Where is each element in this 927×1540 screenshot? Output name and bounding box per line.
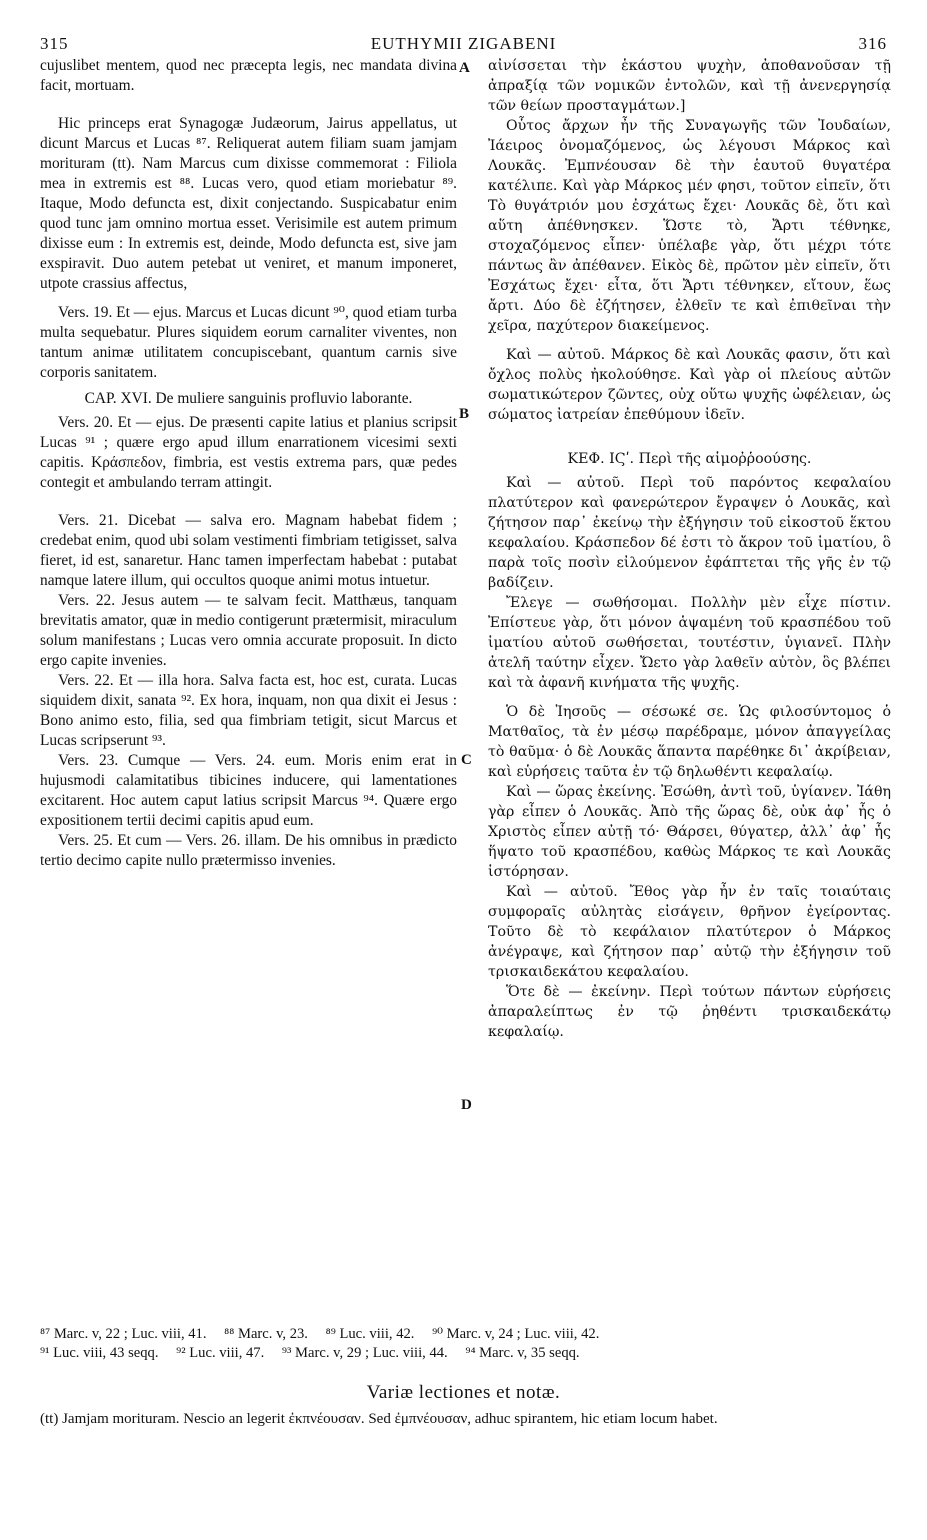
latin-paragraph: cujuslibet mentem, quod nec præcepta legis, nec mandata divina facit, mortuam. bbox=[40, 57, 457, 94]
greek-paragraph: Καὶ — ὥρας ἐκείνης. Ἐσώθη, ἀντὶ τοῦ, ὑγίανεν. Ἰάθη γὰρ εἶπεν ὁ Λουκᾶς. Ἀπὸ τῆς ὥρας δὲ, οὐκ ἀφ᾽ ἧς ὁ Χριστὸς εἶπεν αὐτῇ τό· Θάρσει, θύγατερ, ἀλλ᾽ ἀφ᾽ ἧς ἥψατο τοῦ κρασπέδου, καθὼς Μάρκος τε καὶ Λουκᾶς ἱστόρησαν. bbox=[488, 784, 891, 880]
greek-paragraph: Ὅτε δὲ — ἐκείνην. Περὶ τούτων πάντων εὑρήσεις ἀπαραλείπτως ἐν τῷ ῥηθέντι τρισκαιδεκάτῳ κεφαλαίῳ. bbox=[488, 984, 891, 1040]
footnote: ⁹⁰ Marc. v, 24 ; Luc. viii, 42. bbox=[432, 1326, 600, 1342]
footnotes bbox=[40, 1325, 891, 1363]
page-title: EUTHYMII ZIGABENI bbox=[370, 34, 557, 53]
footnote-line bbox=[40, 1344, 891, 1363]
latin-column bbox=[40, 56, 457, 871]
greek-paragraph: Οὗτος ἄρχων ἦν τῆς Συναγωγῆς τῶν Ἰουδαίων, Ἰάειρος ὀνομαζόμενος, ὡς λέγουσι Μάρκος καὶ Λουκᾶς. Ἐμπνέουσαν δὲ τὴν ἑαυτοῦ θυγατέρα κατέλιπε. Καὶ γὰρ Μάρκος μέν φησι, τοῦτον εἰπεῖν, ὅτι Τὸ θυγάτριόν μου ἐσχάτως ἔχει· Λουκᾶς δὲ, ὅτι καὶ αὕτη ἀπέθνησκεν. Ὥστε τὸ, Ἄρτι τέθνηκε, στοχαζόμενος εἶπεν· ὑπέλαβε γὰρ, ὅτι μέχρι τότε πάντως ἂν ἀπέθανεν. Εἰκὸς δὲ, πρῶτον μὲν εἰπεῖν, ὅτι Ἐσχάτως ἔχει· εἶτα, ὅτι Ἄρτι τέθνηκεν, εἴτουν, ἕως ἄρτι. Δύο δὲ ἐζήτησεν, ἐλθεῖν τε καὶ ἐπιθεῖναι τὴν χεῖρα, παχύτερον διακείμενος. bbox=[488, 118, 891, 334]
greek-paragraph: Καὶ — αὐτοῦ. Ἔθος γὰρ ἦν ἐν ταῖς τοιαύταις συμφοραῖς αὐλητὰς εἰσάγειν, θρῆνον ἐγείροντας. Τοῦτο δὲ τὸ κεφάλαιον πλατύτερον ὁ Μάρκος ἀνέγραψε, καὶ ζήτησον παρ᾽ αὐτῷ τὴν ἐξήγησιν τοῦ τρισκαιδεκάτου κεφαλαίου. bbox=[488, 884, 891, 980]
variae-lectiones-text: (tt) Jamjam morituram. Nescio an legerit ἐκπνέουσαν. Sed ἐμπνέουσαν, adhuc spirantem, hic etiam locum habet. bbox=[40, 1411, 718, 1427]
greek-paragraph: αἰνίσσεται τὴν ἑκάστου ψυχὴν, ἀποθανοῦσαν τῇ ἀπραξίᾳ τῶν νομικῶν ἐντολῶν, καὶ τῇ ἀνενεργησίᾳ τῶν θείων προσταγμάτων.] bbox=[488, 58, 891, 114]
margin-letter-b: B bbox=[459, 406, 470, 422]
greek-chapter-heading: ΚΕΦ. ΙϚʹ. Περὶ τῆς αἱμοῤῥοούσης. bbox=[567, 451, 812, 467]
footnote: ⁸⁹ Luc. viii, 42. bbox=[325, 1326, 415, 1342]
footnote: ⁸⁷ Marc. v, 22 ; Luc. viii, 41. bbox=[40, 1326, 207, 1342]
page-number-right: 316 bbox=[858, 34, 887, 53]
greek-column bbox=[488, 56, 891, 1042]
greek-paragraph: Ἔλεγε — σωθήσομαι. Πολλὴν μὲν εἶχε πίστιν. Ἐπίστευε γὰρ, ὅτι μόνον ἁψαμένη τοῦ κρασπέδου τοῦ ἱματίου αὐτοῦ σωθήσεται, τουτέστιν, ὑγιανεῖ. Πλὴν ἀτελῆ ταύτην εἶχεν. Ὤετο γὰρ λαθεῖν αὐτὸν, ὃς βλέπει καὶ τὰ ἀφανῆ κινήματα τῆς ψυχῆς. bbox=[488, 595, 891, 691]
latin-chapter-heading: CAP. XVI. De muliere sanguinis profluvio laborante. bbox=[84, 390, 413, 407]
latin-paragraph: Vers. 22. Jesus autem — te salvam fecit. Matthæus, tanquam brevitatis amator, quæ in medio contigerunt prætermisit, miraculum solum manifestans ; Lucas vero omnia accurate proposuit. In dicto ergo capite invenies. bbox=[40, 592, 457, 669]
footnote: ⁹³ Marc. v, 29 ; Luc. viii, 44. bbox=[281, 1345, 448, 1361]
latin-paragraph: Vers. 20. Et — ejus. De præsenti capite latius et planius scripsit Lucas ⁹¹ ; quære ergo apud illum enarrationem vicesimi sexti capitis. Κράσπεδον, fimbria, est vestis extrema pars, quæ pedes contegit et ambulando terram attingit. bbox=[40, 414, 457, 491]
footnote: ⁹⁴ Marc. v, 35 seqq. bbox=[465, 1345, 580, 1361]
latin-paragraph: Vers. 19. Et — ejus. Marcus et Lucas dicunt ⁹⁰, quod etiam turba multa sequebatur. Plures siquidem eorum carnaliter viventes, non tantum animæ utilitatem concupiscebant, quantum carnis sive corporis sanitatem. bbox=[40, 304, 457, 381]
latin-paragraph: Vers. 25. Et cum — Vers. 26. illam. De his omnibus in prædicto tertio decimo capite nullo prætermisso invenies. bbox=[40, 832, 457, 869]
margin-letter-a: A bbox=[459, 60, 470, 76]
latin-paragraph: Vers. 22. Et — illa hora. Salva facta est, hoc est, curata. Lucas siquidem dixit, sanata ⁹². Ex hora, inquam, non qua dixit ei Jesus : Bono animo esto, filia, sed qua fimbriam tetigit, sicut Marcus et Lucas scripserunt ⁹³. bbox=[40, 672, 457, 749]
footnote: ⁹¹ Luc. viii, 43 seqq. bbox=[40, 1345, 159, 1361]
footnote-line bbox=[40, 1325, 891, 1344]
greek-paragraph: Καὶ — αὐτοῦ. Μάρκος δὲ καὶ Λουκᾶς φασιν, ὅτι καὶ ὄχλος πολὺς ἠκολούθησε. Καὶ γὰρ οἱ πλείους αὐτῶν σωματικώτερον ζῶντες, οὐχ οὕτω ψυχῆς ὠφέλειαν, ὡς σώματος ἰατρείαν ἐπεθύμουν ἰδεῖν. bbox=[488, 347, 891, 423]
footnote: ⁹² Luc. viii, 47. bbox=[176, 1345, 265, 1361]
latin-paragraph: Vers. 21. Dicebat — salva ero. Magnam habebat fidem ; credebat enim, quod ubi solam vestimenti fimbriam tetigisset, salva fieret, id est, sanaretur. Hanc tamen imperfectam habebat : putabat namque latere illum, qui occultos quoque animi motus intuetur. bbox=[40, 512, 457, 589]
greek-paragraph: Καὶ — αὐτοῦ. Περὶ τοῦ παρόντος κεφαλαίου πλατύτερον καὶ φανερώτερον ἔγραψεν ὁ Λουκᾶς, καὶ ζήτησον παρ᾽ ἐκείνῳ τὴν ἐξήγησιν τοῦ εἰκοστοῦ ἕκτου κεφαλαίου. Κράσπεδον δέ ἐστι τὸ ἄκρον τοῦ ἱματίου, ὃ παρὰ τοῖς ποσὶν εἰλούμενον ἐφάπτεται τῆς γῆς ἐν τῷ βαδίζειν. bbox=[488, 475, 891, 591]
margin-letter-c: C bbox=[461, 752, 472, 768]
variae-lectiones-heading: Variæ lectiones et notæ. bbox=[366, 1382, 561, 1403]
running-header bbox=[40, 34, 887, 56]
footnote: ⁸⁸ Marc. v, 23. bbox=[224, 1326, 308, 1342]
page-number-left: 315 bbox=[40, 34, 69, 53]
latin-paragraph: Vers. 23. Cumque — Vers. 24. eum. Moris enim erat in hujusmodi calamitatibus tibicines inducere, qui lamentationes excitarent. Hoc autem caput latius scripsit Marcus ⁹⁴. Quære ergo expositionem tertii decimi capitis apud eum. bbox=[40, 752, 457, 829]
margin-letter-d: D bbox=[461, 1097, 472, 1113]
latin-paragraph: Hic princeps erat Synagogæ Judæorum, Jairus appellatus, ut dicunt Marcus et Lucas ⁸⁷. Reliquerat autem filiam suam jamjam morituram (tt). Nam Marcus cum dixisse commemorat : Filiola mea in extremis est ⁸⁸. Lucas vero, quod etiam moriebatur ⁸⁹. Itaque, Modo defuncta est, dixit conjectando. Suspicabatur enim quod tunc jam omnino mortua esset. Verisimile est autem primum dixisse eum : In extremis est, deinde, Modo defuncta est, sive jam exspiravit. Duo autem petebat ut veniret, et manum imponeret, utpote crassius affectus, bbox=[40, 115, 457, 292]
greek-paragraph: Ὁ δὲ Ἰησοῦς — σέσωκέ σε. Ὡς φιλοσύντομος ὁ Ματθαῖος, τὰ ἐν μέσῳ παρέδραμε, μόνον ἀπαγγείλας τὸ θαῦμα· ὁ δὲ Λουκᾶς ἅπαντα παρέθηκε δι᾽ ἀκρίβειαν, καὶ εὑρήσεις ταῦτα ἐν τῷ δηλωθέντι κεφαλαίῳ. bbox=[488, 704, 891, 780]
